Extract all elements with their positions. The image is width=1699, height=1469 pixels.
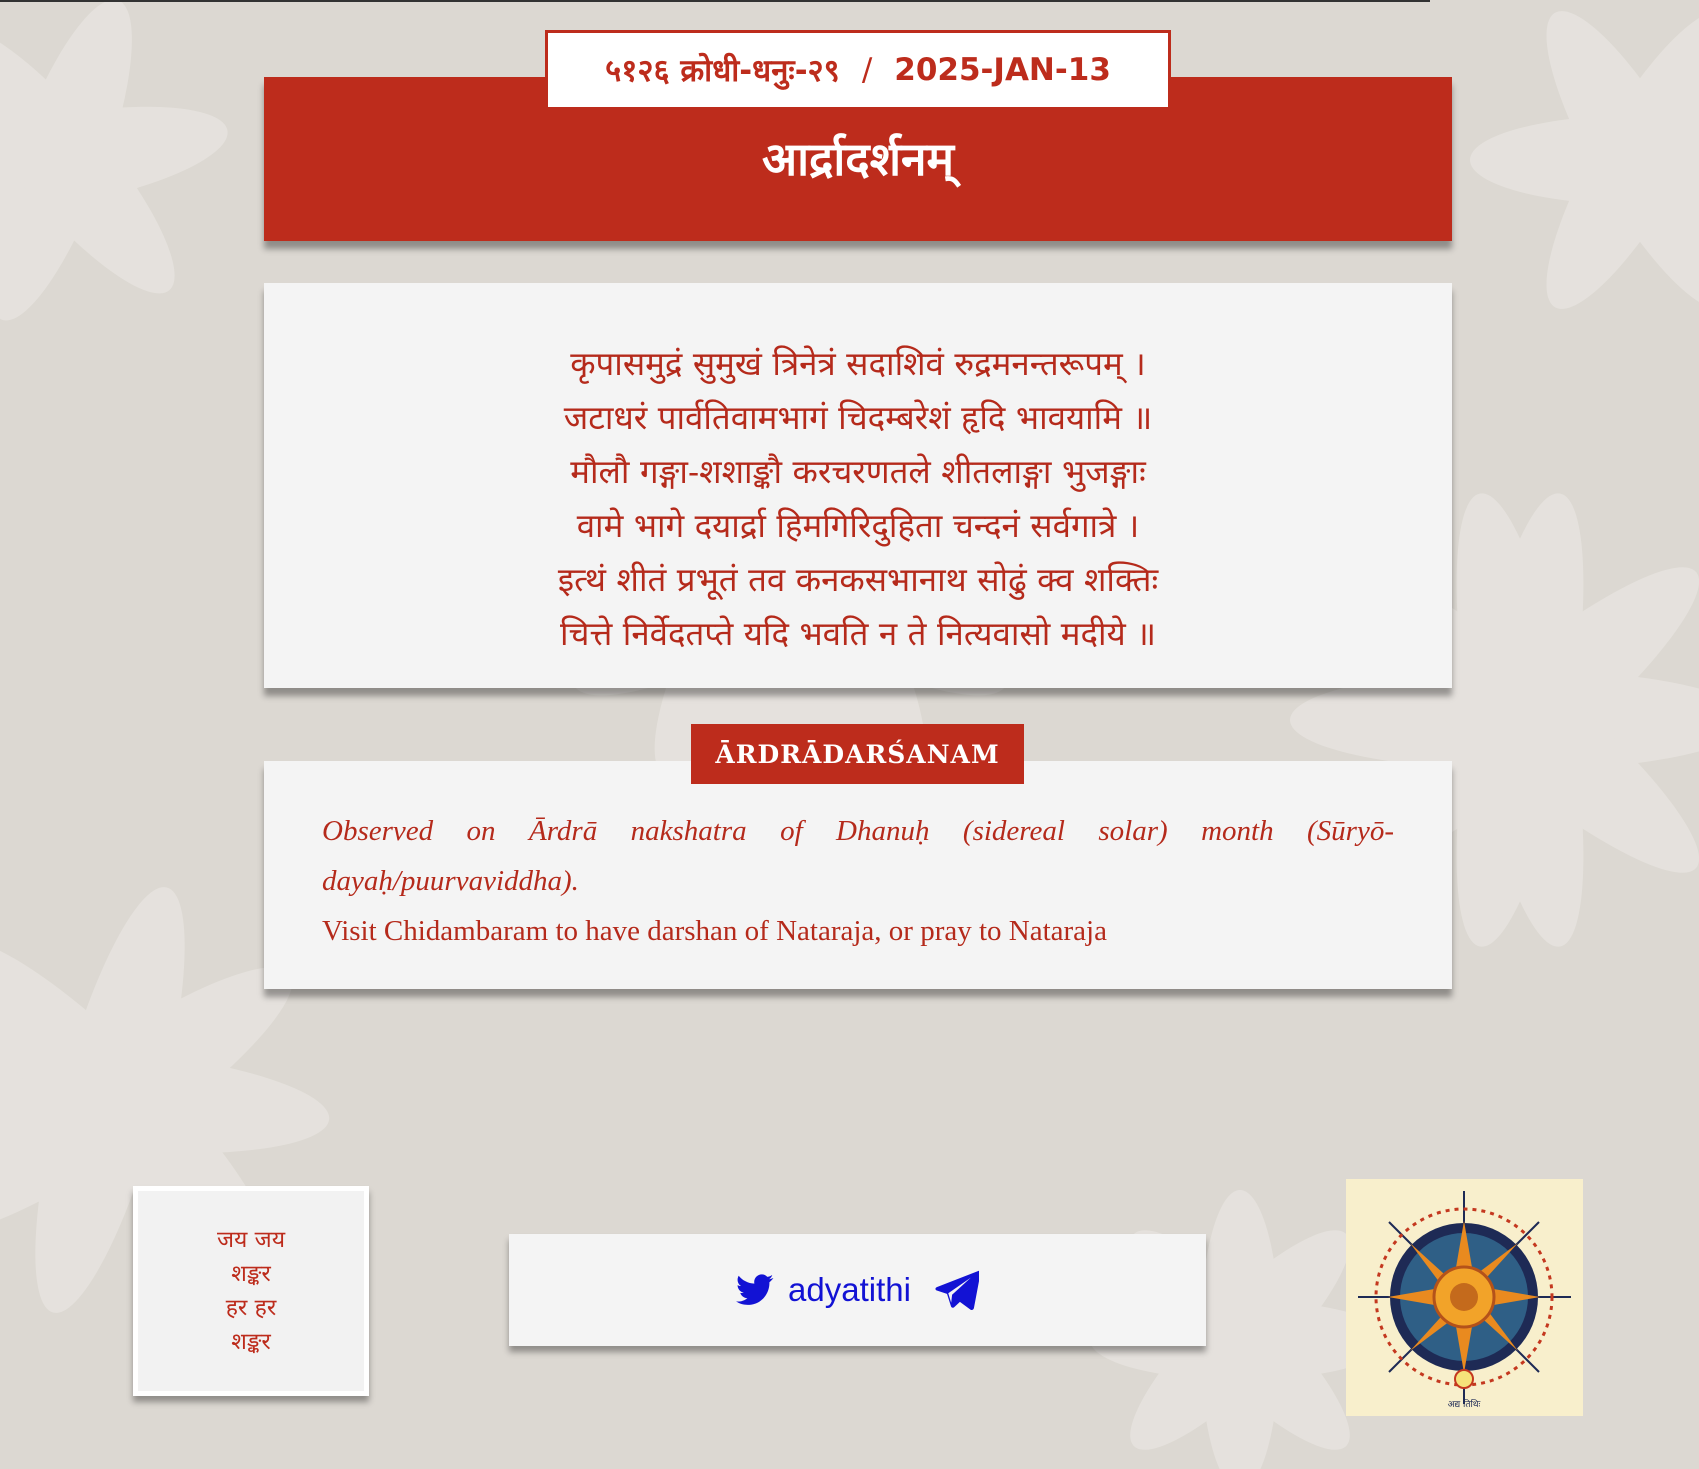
description-text [322,806,1394,956]
verse-line: मौलौ गङ्गा-शशाङ्कौ करचरणतले शीतलाङ्गा भुजङ्गाः [570,452,1146,491]
verse-lines [264,337,1452,661]
verse-line: कृपासमुद्रं सुमुखं त्रिनेत्रं सदाशिवं रुद्रमनन्तरूपम् । [570,344,1146,383]
action-text: Visit Chidambaram to have darshan of Nataraja, or pray to Nataraja [322,915,1107,947]
jaya-box [133,1186,369,1396]
jaya-line: शङ्कर [231,1329,271,1355]
telegram-icon[interactable] [935,1270,979,1310]
top-border-line [0,0,1430,2]
social-handle[interactable]: adyatithi [788,1271,911,1308]
jaya-line: जय जय [216,1227,286,1253]
logo-caption: अद्य तिथिः [1447,1400,1481,1410]
date-separator: / [861,52,873,88]
sun-compass-logo [1346,1179,1583,1416]
social-box [509,1234,1206,1346]
jaya-line: हर हर [225,1295,277,1321]
observed-text: Observed on Ārdrā nakshatra of Dhanuḥ (sidereal solar) month (Sūryō-dayaḥ/puurvaviddha). [322,815,1394,897]
verse-line: इत्थं शीतं प्रभूतं तव कनकसभानाथ सोढुं क्व शक्तिः [557,560,1159,599]
verse-card [264,283,1452,688]
twitter-icon[interactable] [736,1274,774,1306]
verse-line: जटाधरं पार्वतिवामभागं चिदम्बरेशं हृदि भावयामि ॥ [563,398,1153,437]
page-title: आर्द्रादर्शनम् [761,132,955,186]
description-card [264,761,1452,989]
logo-box [1346,1179,1583,1416]
date-devanagari: ५१२६ क्रोधी-धनुः-२९ [605,53,840,89]
verse-line: चित्ते निर्वेदतप्ते यदि भवति न ते नित्यवासो मदीये ॥ [559,614,1156,653]
festival-label: ĀRDRĀDARŚANAM [691,724,1024,784]
date-iso: 2025-JAN-13 [894,52,1111,88]
jaya-line: शङ्कर [231,1261,271,1287]
date-badge [545,30,1171,110]
jaya-text [201,1223,301,1359]
verse-line: वामे भागे दयार्द्रा हिमगिरिदुहिता चन्दनं सर्वगात्रे । [576,506,1140,545]
